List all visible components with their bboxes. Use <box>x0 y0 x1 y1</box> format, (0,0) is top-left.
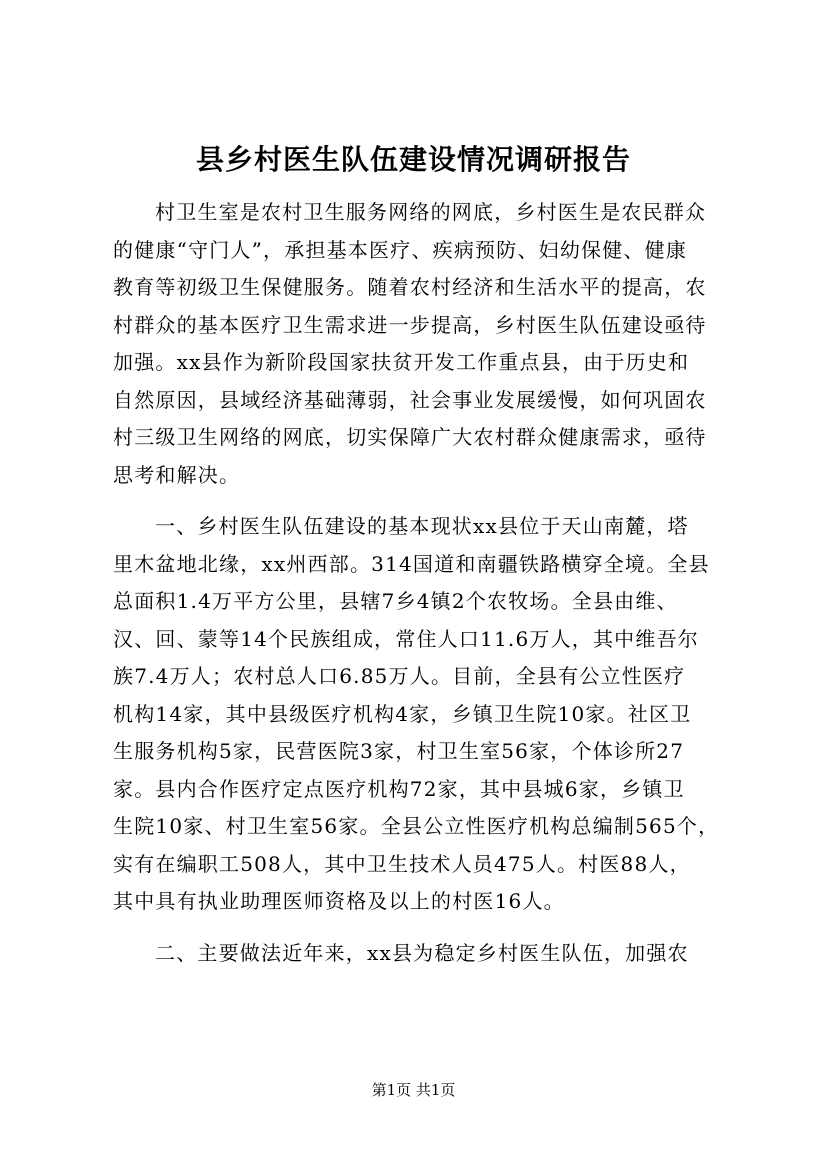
text-line: 加强。xx县作为新阶段国家扶贫开发工作重点县，由于历史和 <box>113 350 690 374</box>
text-line: 自然原因，县域经济基础薄弱，社会事业发展缓慢，如何巩固农 <box>113 387 707 412</box>
text-line: 二、主要做法近年来，xx县为稳定乡村医生队伍，加强农 <box>155 940 689 965</box>
document-title: 县乡村医生队伍建设情况调研报告 <box>195 143 631 176</box>
paragraph-spacer <box>113 921 723 935</box>
text-line: 里木盆地北缘，xx州西部。314国道和南疆铁路横穿全境。全县 <box>113 551 710 576</box>
text-line: 家。县内合作医疗定点医疗机构72家，其中县城6家，乡镇卫 <box>113 776 685 801</box>
paragraph-current-status <box>113 508 723 921</box>
text-line: 村卫生室是农村卫生服务网络的网底，乡村医生是农民群众 <box>155 200 707 224</box>
page-footer: 第1页 共1页 <box>371 1081 456 1099</box>
text-line: 总面积1.4万平方公里，县辖7乡4镇2个农牧场。全县由维、 <box>113 589 678 613</box>
text-line: 汉、回、蒙等14个民族组成，常住人口11.6万人，其中维吾尔 <box>113 626 699 651</box>
paragraph-intro <box>113 194 723 494</box>
paragraph-main-practices <box>113 935 723 973</box>
text-line: 的健康“守门人”，承担基本医疗、疾病预防、妇幼保健、健康 <box>113 237 688 262</box>
paragraph-spacer <box>113 494 723 508</box>
text-line: 村群众的基本医疗卫生需求进一步提高，乡村医生队伍建设亟待 <box>113 312 707 337</box>
text-line: 一、乡村医生队伍建设的基本现状xx县位于天山南麓，塔 <box>155 514 689 538</box>
text-line: 实有在编职工508人，其中卫生技术人员475人。村医88人， <box>113 851 691 876</box>
text-line: 其中具有执业助理医师资格及以上的村医16人。 <box>113 889 565 913</box>
text-line: 族7.4万人；农村总人口6.85万人。目前，全县有公立性医疗 <box>113 664 686 688</box>
document-body <box>113 194 723 972</box>
text-line: 思考和解决。 <box>113 462 241 487</box>
text-line: 村三级卫生网络的网底，切实保障广大农村群众健康需求，亟待 <box>113 425 707 449</box>
text-line: 教育等初级卫生保健服务。随着农村经济和生活水平的提高，农 <box>113 275 707 299</box>
text-line: 机构14家，其中县级医疗机构4家，乡镇卫生院10家。社区卫 <box>113 701 692 726</box>
text-line: 生院10家、村卫生室56家。全县公立性医疗机构总编制565个， <box>113 814 720 838</box>
text-line: 生服务机构5家，民营医院3家，村卫生室56家，个体诊所27 <box>113 739 685 763</box>
